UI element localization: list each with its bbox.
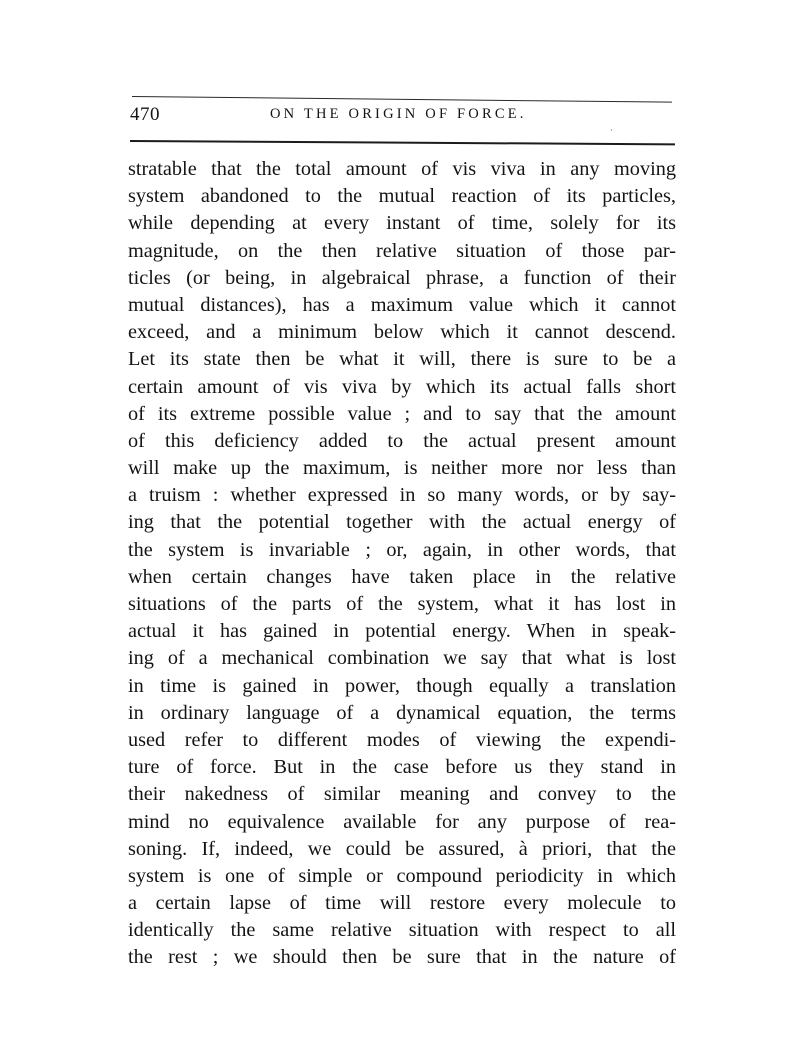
text-line: ing of a mechanical combination we say that what is lost (128, 647, 676, 670)
text-line: a truism : whether expressed in so many words, or by say- (128, 484, 676, 507)
text-line: exceed, and a minimum below which it cannot descend. (128, 321, 676, 344)
text-line: Let its state then be what it will, there is sure to be a (128, 348, 676, 371)
text-line: ticles (or being, in algebraical phrase, a function of their (128, 266, 676, 289)
text-line: system abandoned to the mutual reaction of its particles, (128, 185, 676, 208)
text-line: the rest ; we should then be sure that in the nature of (128, 946, 676, 969)
text-line: certain amount of vis viva by which its actual falls short (128, 375, 676, 398)
text-line: system is one of simple or compound periodicity in which (128, 864, 676, 887)
text-line: mind no equivalence available for any purpose of rea- (128, 810, 676, 833)
text-line: the system is invariable ; or, again, in other words, that (128, 538, 676, 561)
text-line: ing that the potential together with the actual energy of (128, 511, 676, 534)
text-line: while depending at every instant of time, solely for its (128, 212, 676, 235)
page-number: 470 (130, 104, 160, 125)
running-head: ON THE ORIGIN OF FORCE. (270, 106, 527, 122)
text-line: stratable that the total amount of vis viva in any moving (128, 158, 676, 180)
text-line: of its extreme possible value ; and to say that the amount (128, 402, 676, 425)
text-line: of this deficiency added to the actual present amount (128, 429, 676, 452)
header-bottom-rule (130, 140, 675, 145)
text-line: in time is gained in power, though equally a translation (128, 674, 676, 697)
page-header (130, 100, 678, 135)
text-line: situations of the parts of the system, what it has lost in (128, 593, 676, 615)
text-line: soning. If, indeed, we could be assured, à priori, that the (128, 837, 676, 860)
text-line: used refer to different modes of viewing the expendi- (128, 728, 676, 751)
text-line: identically the same relative situation with respect to all (128, 919, 676, 942)
text-line: ture of force. But in the case before us they stand in (128, 756, 676, 779)
body-text (128, 156, 676, 972)
text-line: mutual distances), has a maximum value which it cannot (128, 293, 676, 316)
print-speck: · (610, 126, 613, 135)
text-line: will make up the maximum, is neither more nor less than (128, 457, 676, 480)
text-line: magnitude, on the then relative situation of those par- (128, 239, 676, 262)
text-line: when certain changes have taken place in the relative (128, 565, 676, 588)
text-line: their nakedness of similar meaning and convey to the (128, 783, 676, 806)
text-line: actual it has gained in potential energy. When in speak- (128, 620, 676, 643)
text-line: a certain lapse of time will restore every molecule to (128, 892, 676, 915)
text-line: in ordinary language of a dynamical equation, the terms (128, 701, 676, 724)
